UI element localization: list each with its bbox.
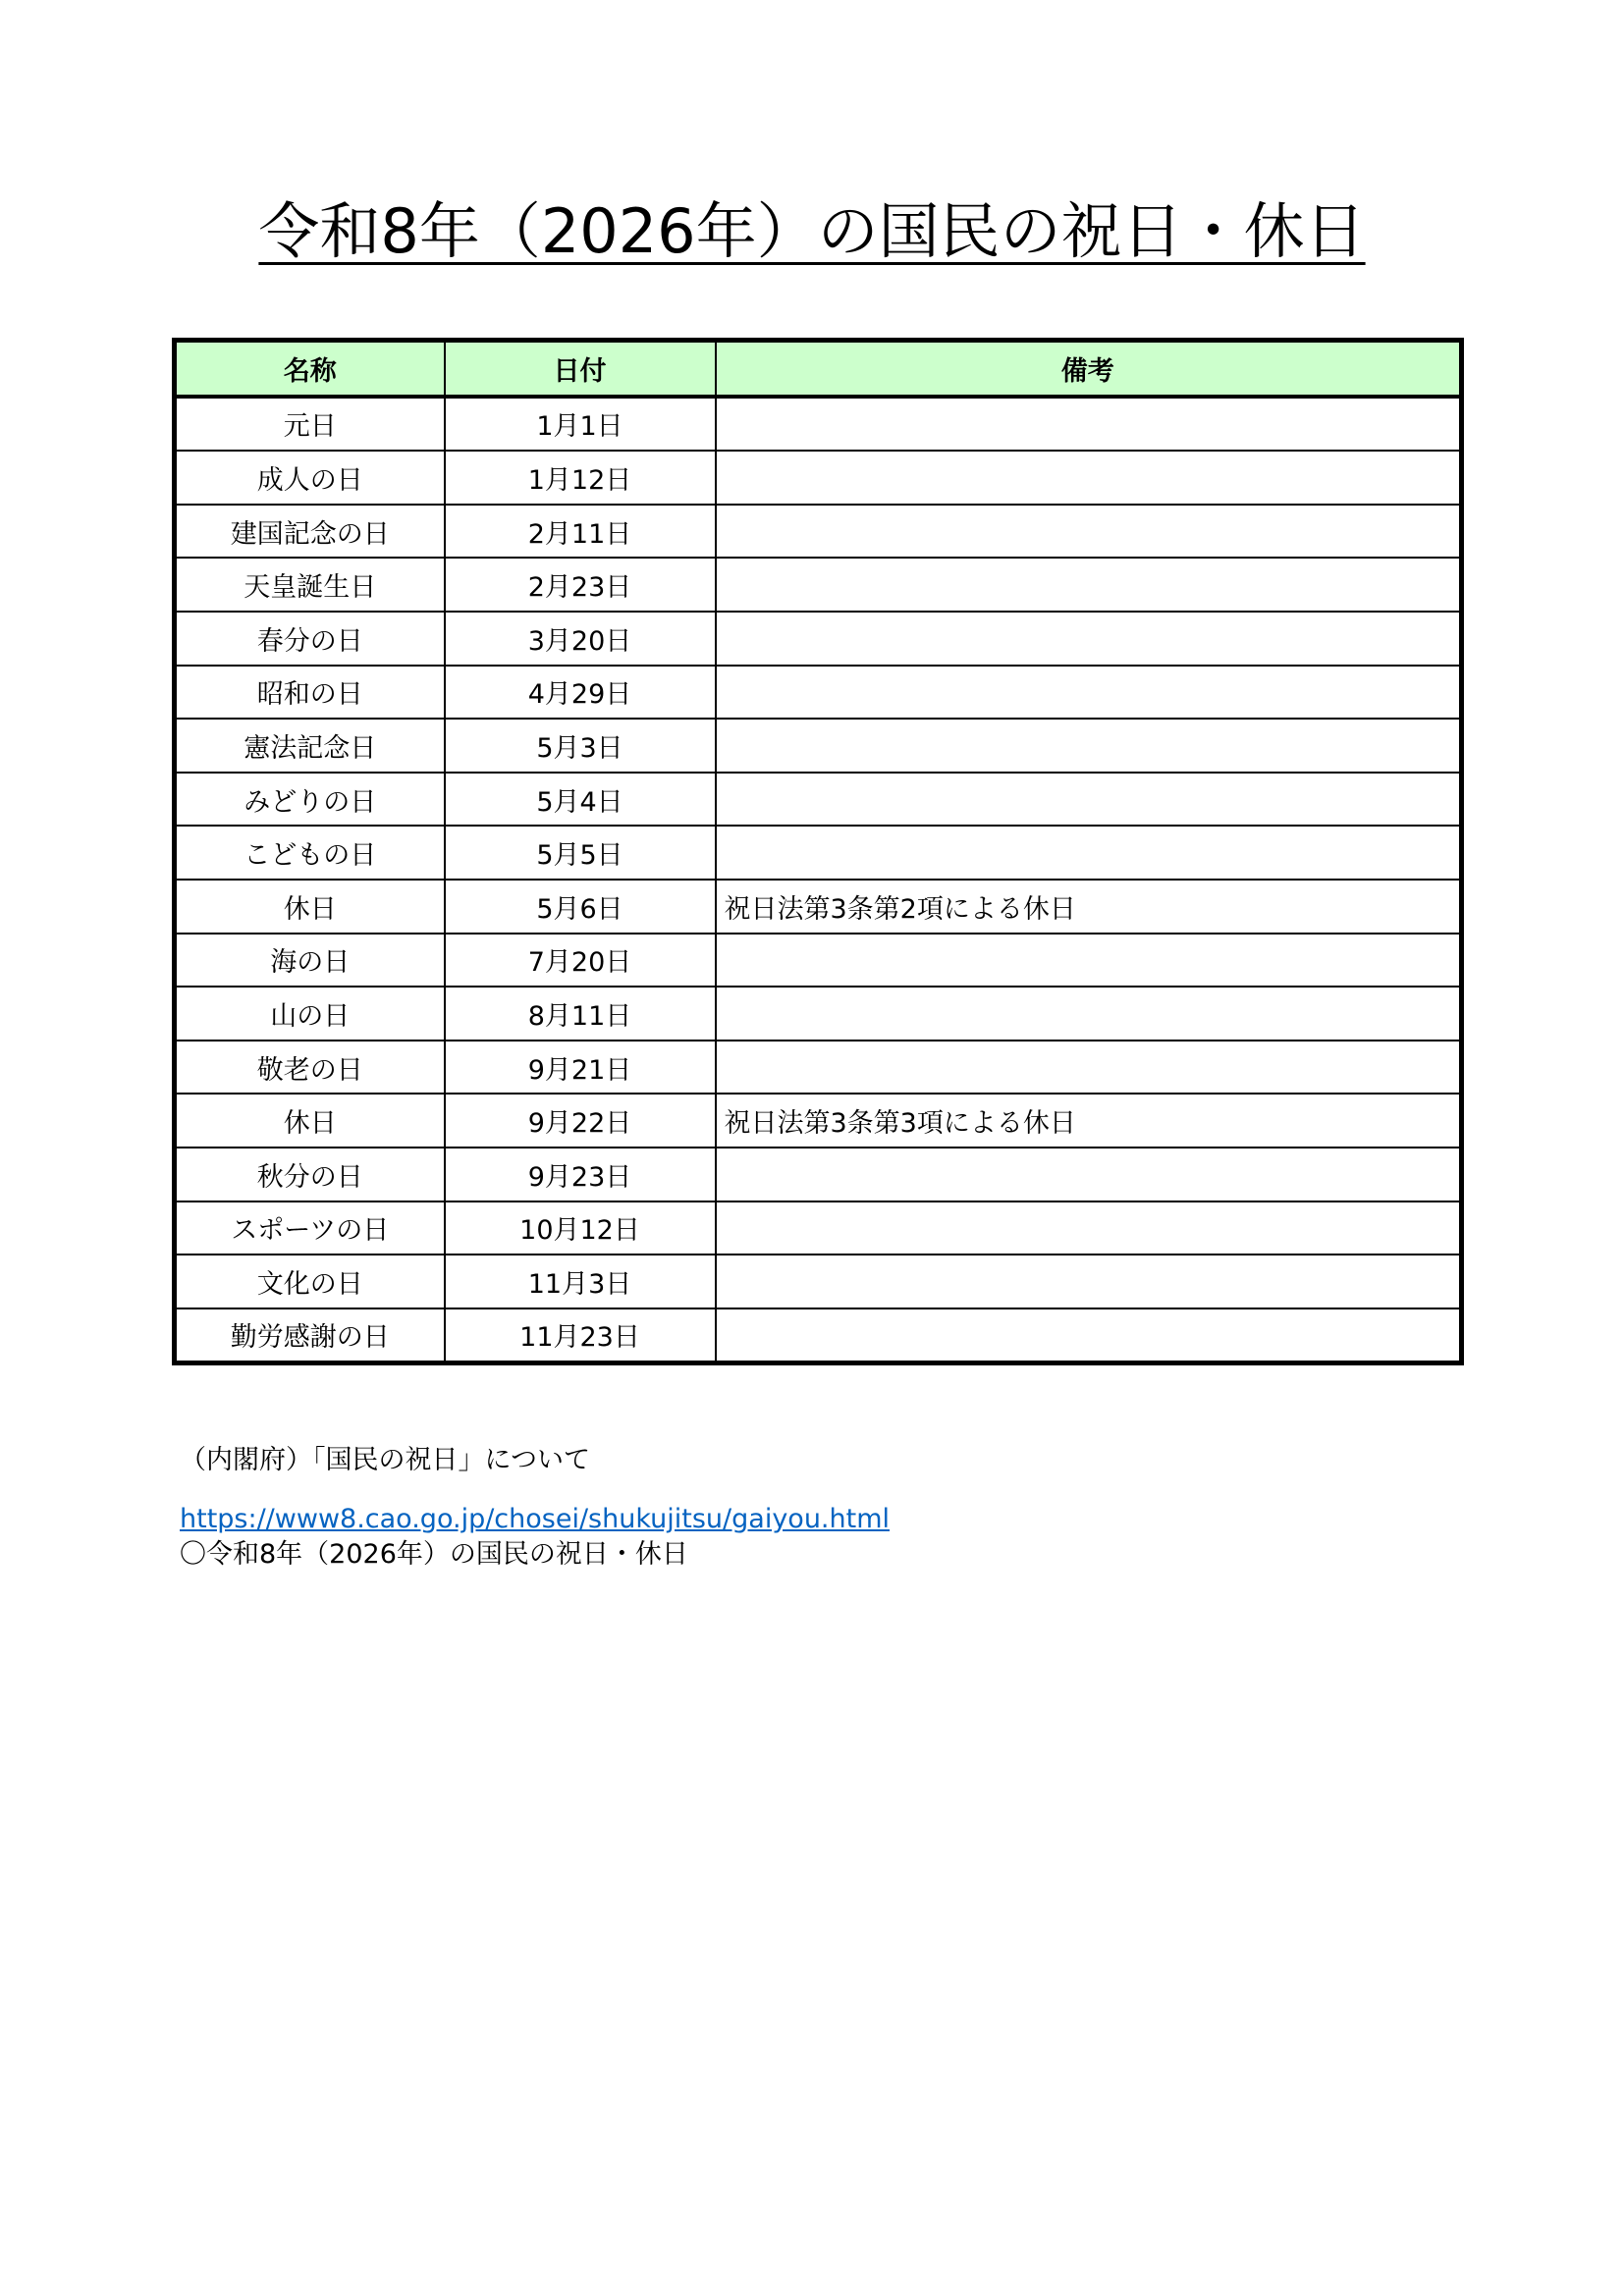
holiday-date-cell: 11月23日 xyxy=(445,1308,716,1363)
holiday-name-cell: 成人の日 xyxy=(175,451,445,505)
page-title xyxy=(0,192,1624,271)
holiday-date-cell: 9月21日 xyxy=(445,1041,716,1095)
table-header-row xyxy=(175,341,1462,397)
holiday-note-cell xyxy=(716,1201,1462,1255)
holiday-note-cell xyxy=(716,397,1462,452)
holiday-date-cell: 5月6日 xyxy=(445,880,716,934)
holiday-date-cell: 1月12日 xyxy=(445,451,716,505)
holiday-note-cell xyxy=(716,1255,1462,1308)
holiday-note-cell xyxy=(716,1041,1462,1095)
holiday-name-cell: 文化の日 xyxy=(175,1255,445,1308)
table-row xyxy=(175,505,1462,559)
table-row xyxy=(175,1041,1462,1095)
table-row xyxy=(175,666,1462,720)
holiday-note-cell xyxy=(716,773,1462,827)
holiday-note-cell xyxy=(716,505,1462,559)
holiday-date-cell: 5月3日 xyxy=(445,719,716,773)
holiday-name-cell: 敬老の日 xyxy=(175,1041,445,1095)
holiday-name-cell: 憲法記念日 xyxy=(175,719,445,773)
holiday-date-cell: 8月11日 xyxy=(445,987,716,1041)
table-row xyxy=(175,558,1462,612)
holiday-note-cell xyxy=(716,451,1462,505)
holiday-note-cell xyxy=(716,719,1462,773)
holiday-name-cell: 元日 xyxy=(175,397,445,452)
holiday-name-cell: 春分の日 xyxy=(175,612,445,666)
source-link[interactable]: https://www8.cao.go.jp/chosei/shukujitsu/gaiyou.html xyxy=(180,1504,891,1534)
table-row xyxy=(175,1308,1462,1363)
holiday-table xyxy=(172,338,1464,1365)
holiday-note-cell: 祝日法第3条第2項による休日 xyxy=(716,880,1462,934)
table-row xyxy=(175,773,1462,827)
holiday-date-cell: 5月4日 xyxy=(445,773,716,827)
holiday-name-cell: みどりの日 xyxy=(175,773,445,827)
holiday-date-cell: 10月12日 xyxy=(445,1201,716,1255)
holiday-date-cell: 7月20日 xyxy=(445,934,716,988)
table-row xyxy=(175,397,1462,452)
holiday-note-cell xyxy=(716,612,1462,666)
holiday-note-cell xyxy=(716,558,1462,612)
page-title-text: 令和8年（2026年）の国民の祝日・休日 xyxy=(258,195,1366,267)
table-row xyxy=(175,934,1462,988)
holiday-date-cell: 2月23日 xyxy=(445,558,716,612)
holiday-name-cell: 山の日 xyxy=(175,987,445,1041)
holiday-note-cell xyxy=(716,826,1462,880)
holiday-name-cell: 昭和の日 xyxy=(175,666,445,720)
holiday-date-cell: 5月5日 xyxy=(445,826,716,880)
holiday-name-cell: 休日 xyxy=(175,1094,445,1148)
header-name: 名称 xyxy=(175,341,445,397)
holiday-name-cell: 勤労感謝の日 xyxy=(175,1308,445,1363)
holiday-date-cell: 11月3日 xyxy=(445,1255,716,1308)
holiday-name-cell: 休日 xyxy=(175,880,445,934)
holiday-name-cell: 天皇誕生日 xyxy=(175,558,445,612)
source-label: （内閣府）「国民の祝日」について xyxy=(180,1445,590,1475)
table-row xyxy=(175,1255,1462,1308)
header-note: 備考 xyxy=(716,341,1462,397)
table-row xyxy=(175,880,1462,934)
holiday-note-cell: 祝日法第3条第3項による休日 xyxy=(716,1094,1462,1148)
table-row xyxy=(175,1148,1462,1201)
holiday-note-cell xyxy=(716,1308,1462,1363)
holiday-note-cell xyxy=(716,666,1462,720)
holiday-name-cell: こどもの日 xyxy=(175,826,445,880)
table-row xyxy=(175,1201,1462,1255)
table-row xyxy=(175,612,1462,666)
holiday-date-cell: 9月23日 xyxy=(445,1148,716,1201)
table-row xyxy=(175,987,1462,1041)
holiday-date-cell: 4月29日 xyxy=(445,666,716,720)
holiday-date-cell: 3月20日 xyxy=(445,612,716,666)
holiday-table-body xyxy=(175,397,1462,1363)
holiday-note-cell xyxy=(716,987,1462,1041)
header-date: 日付 xyxy=(445,341,716,397)
holiday-name-cell: 建国記念の日 xyxy=(175,505,445,559)
holiday-name-cell: スポーツの日 xyxy=(175,1201,445,1255)
table-row xyxy=(175,826,1462,880)
holiday-note-cell xyxy=(716,1148,1462,1201)
table-row xyxy=(175,719,1462,773)
holiday-name-cell: 秋分の日 xyxy=(175,1148,445,1201)
table-row xyxy=(175,1094,1462,1148)
holiday-date-cell: 1月1日 xyxy=(445,397,716,452)
holiday-date-cell: 2月11日 xyxy=(445,505,716,559)
holiday-note-cell xyxy=(716,934,1462,988)
holiday-name-cell: 海の日 xyxy=(175,934,445,988)
source-caption: 〇令和8年（2026年）の国民の祝日・休日 xyxy=(180,1539,688,1570)
table-row xyxy=(175,451,1462,505)
holiday-date-cell: 9月22日 xyxy=(445,1094,716,1148)
